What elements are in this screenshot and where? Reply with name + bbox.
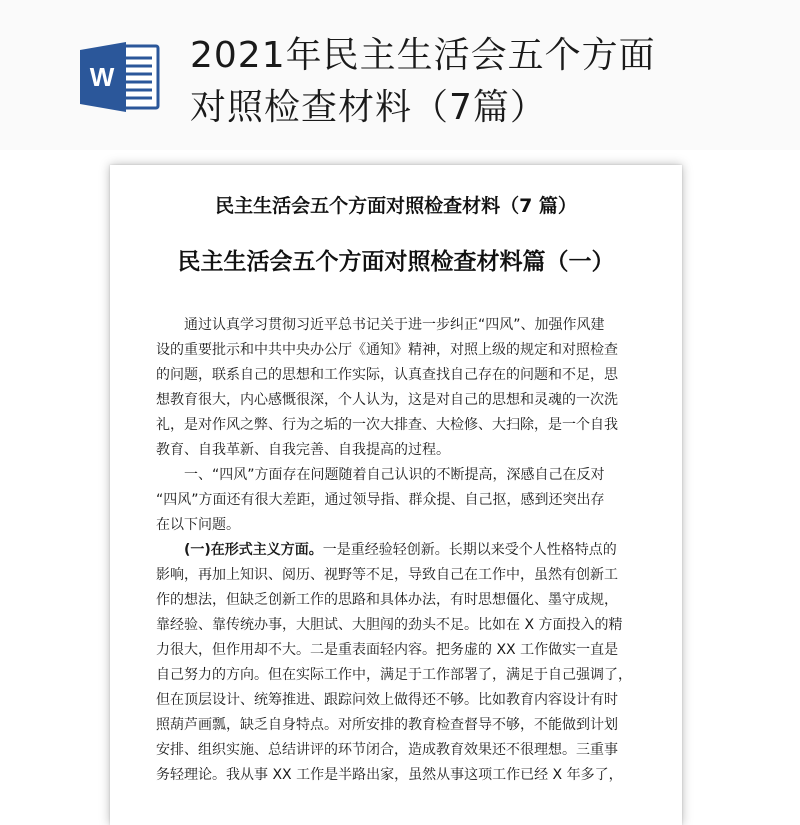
text-line: 照葫芦画瓢，缺乏自身特点。对所安排的教育检查督导不够，不能做到计划: [156, 717, 618, 733]
text-line: 在以下问题。: [156, 517, 240, 533]
text-line: 务轻理论。我从事 XX 工作是半路出家，虽然从事这项工作已经 X 年多了，: [156, 767, 623, 783]
document-body: [156, 313, 656, 788]
preview-header: [0, 0, 800, 150]
text-line: 但在顶层设计、统筹推进、跟踪问效上做得还不够。比如教育内容设计有时: [156, 692, 618, 708]
page-main-title: 民主生活会五个方面对照检查材料（7 篇）: [215, 195, 577, 217]
section-heading: (一)在形式主义方面。: [184, 542, 323, 558]
text-run: 一是重经验轻创新。长期以来受个人性格特点的: [322, 542, 617, 558]
word-icon-letter: W: [89, 62, 115, 92]
text-line: 礼，是对作风之弊、行为之垢的一次大排查、大检修、大扫除，是一个自我: [156, 417, 618, 433]
document-page: [110, 165, 682, 825]
text-line: 靠经验、靠传统办事，大胆试、大胆闯的劲头不足。比如在 X 方面投入的精: [156, 617, 623, 633]
text-line: 自己努力的方向。但在实际工作中，满足于工作部署了，满足于自己强调了，: [156, 667, 632, 683]
text-line: 一、“四风”方面存在问题随着自己认识的不断提高，深感自己在反对: [184, 467, 605, 483]
document-title: [190, 30, 750, 134]
text-line: [156, 538, 656, 563]
text-line: 力很大，但作用却不大。二是重表面轻内容。把务虚的 XX 工作做实一直是: [156, 642, 619, 658]
text-line: 影响，再加上知识、阅历、视野等不足，导致自己在工作中，虽然有创新工: [156, 567, 618, 583]
page-sub-title: 民主生活会五个方面对照检查材料篇（一）: [177, 249, 615, 275]
document-title-line-2: 对照检查材料（7篇）: [190, 87, 547, 128]
text-line: 教育、自我革新、自我完善、自我提高的过程。: [156, 442, 450, 458]
text-line: 的问题，联系自己的思想和工作实际，认真查找自己存在的问题和不足，思: [156, 367, 618, 383]
text-line: 设的重要批示和中共中央办公厅《通知》精神，对照上级的规定和对照检查: [156, 342, 618, 358]
document-title-line-1: 2021年民主生活会五个方面: [190, 35, 656, 76]
text-line: 想教育很大，内心感慨很深，个人认为，这是对自己的思想和灵魂的一次洗: [156, 392, 618, 408]
text-line: 通过认真学习贯彻习近平总书记关于进一步纠正“四风”、加强作风建: [184, 317, 605, 333]
text-line: “四风”方面还有很大差距，通过领导指、群众提、自己抠，感到还突出存: [156, 492, 605, 508]
text-line: 安排、组织实施、总结讲评的环节闭合，造成教育效果还不很理想。三重事: [156, 742, 618, 758]
text-line: 作的想法，但缺乏创新工作的思路和具体办法，有时思想僵化、墨守成规，: [156, 592, 618, 608]
word-icon: [78, 40, 162, 114]
